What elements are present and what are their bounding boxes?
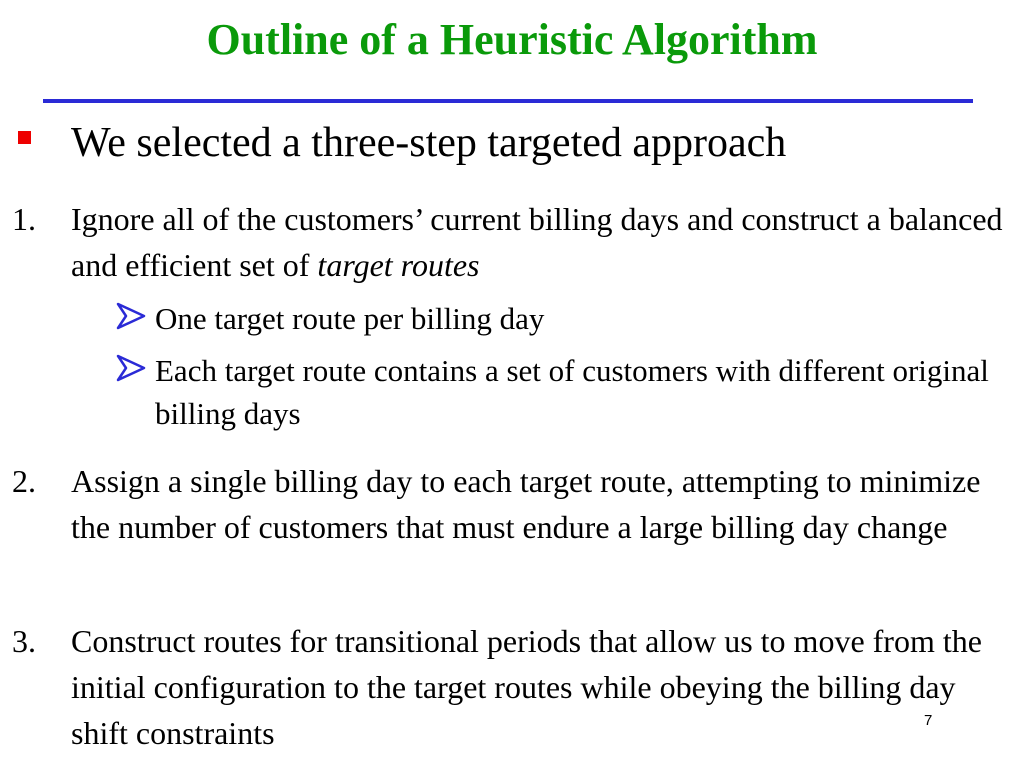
step-text: Assign a single billing day to each target route, attempting to minimize the number of customers that must endure a large billing day change [71,463,981,545]
step-text-plain: Ignore all of the customers’ current billing days and construct a balanced and efficient set of [71,201,1003,283]
step-number: 1. [12,201,36,237]
slide-title: Outline of a Heuristic Algorithm [206,15,818,64]
sub-list-item [155,349,1010,435]
step-3 [0,618,1010,756]
step-text: Construct routes for transitional periods that allow us to move from the initial configuration to the target routes while obeying the billing day shift constraints [71,623,982,751]
step-2 [0,458,1010,550]
arrow-bullet-icon [115,301,147,331]
main-bullet-text: We selected a three-step targeted approach [71,120,787,166]
page-number: 7 [924,712,933,729]
step-text-italic: target routes [317,247,480,283]
step-1-sub-list [0,297,1010,444]
sub-item-text: One target route per billing day [155,301,545,336]
step-1 [0,196,1010,288]
step-number: 3. [12,623,36,659]
sub-list-item [155,297,1010,340]
title-divider [43,99,973,103]
step-number: 2. [12,463,36,499]
arrow-bullet-icon [115,353,147,383]
sub-item-text: Each target route contains a set of customers with different original billing days [155,353,989,431]
square-bullet-icon [18,131,31,144]
step-text [71,196,1010,288]
